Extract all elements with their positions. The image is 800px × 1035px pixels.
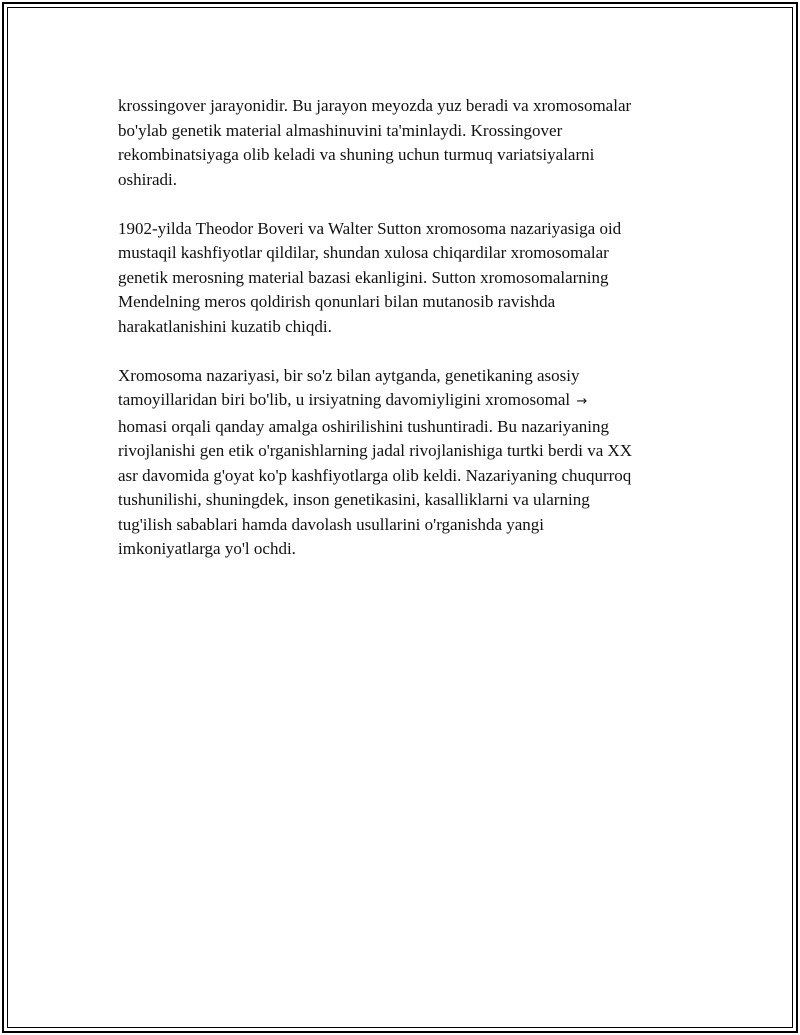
text-line: rekombinatsiyaga olib keladi va shuning uchun turmuq variatsiyalarni	[118, 145, 595, 164]
text-line: krossingover jarayonidir. Bu jarayon meyozda yuz beradi va xromosomalar	[118, 96, 632, 115]
text-line: bo'ylab genetik material almashinuvini ta'minlaydi. Krossingover	[118, 120, 563, 140]
text-line: rivojlanishi gen etik o'rganishlarning jadal rivojlanishiga turtki berdi va XX	[118, 441, 633, 460]
text-line: mustaqil kashfiyotlar qildilar, shundan xulosa chiqardilar xromosomalar	[118, 243, 609, 262]
text-line: oshiradi.	[118, 169, 178, 189]
paragraph-chromosome-theory	[118, 364, 678, 562]
text-line: asr davomida g'oyat ko'p kashfiyotlarga olib keldi. Nazariyaning chuqurroq	[118, 465, 632, 485]
text-line: Mendelning meros qoldirish qonunlari bilan mutanosib ravishda	[118, 292, 556, 311]
text-line: imkoniyatlarga yo'l ochdi.	[118, 539, 296, 558]
line-wrap-arrow-icon: →	[576, 394, 588, 409]
text-line: tug'ilish sabablari hamda davolash usullarini o'rganishda yangi	[118, 514, 545, 534]
text-line: harakatlanishini kuzatib chiqdi.	[118, 316, 332, 336]
paragraph-crossing-over	[118, 94, 678, 192]
text-line-content: tamoyillaridan biri bo'lib, u irsiyatning davomiyligini xromosomal	[118, 390, 571, 409]
text-line: homasi orqali qanday amalga oshirilishini tushuntiradi. Bu nazariyaning	[118, 416, 610, 436]
paragraph-boveri-sutton	[118, 217, 678, 340]
text-line: 1902-yilda Theodor Boveri va Walter Sutton xromosoma nazariyasiga oid	[118, 218, 622, 238]
text-line-with-wrap-arrow	[118, 388, 678, 415]
text-line: Xromosoma nazariyasi, bir so'z bilan aytganda, genetikaning asosiy	[118, 365, 580, 385]
text-line: tushunilishi, shuningdek, inson genetikasini, kasalliklarni va ularning	[118, 490, 590, 509]
document-body	[118, 94, 678, 586]
text-line: genetik merosning material bazasi ekanligini. Sutton xromosomalarning	[118, 267, 609, 287]
